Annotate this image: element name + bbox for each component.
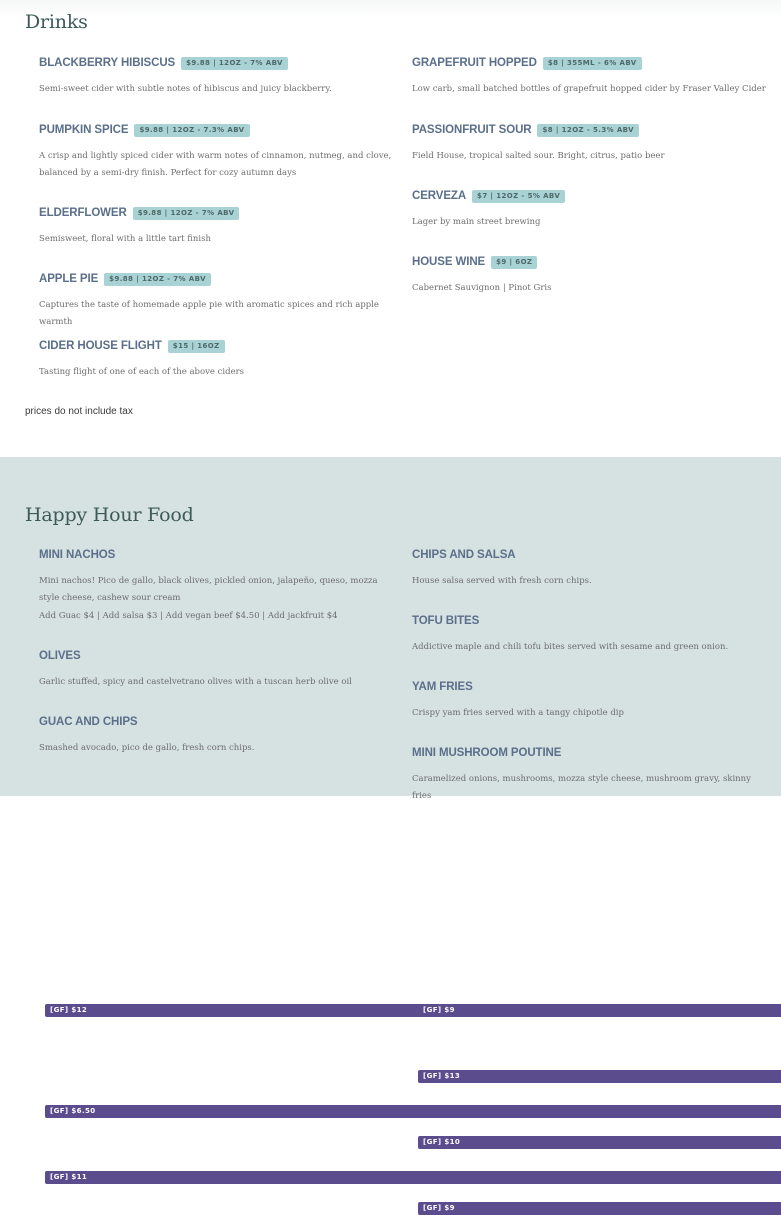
menu-item-header (412, 55, 772, 71)
menu-item-header (39, 205, 399, 221)
price-badge: [GF] $10 (418, 1136, 781, 1149)
menu-item-header (412, 254, 772, 270)
menu-item-name: HOUSE WINE (412, 256, 486, 268)
menu-item-description: Mini nachos! Pico de gallo, black olives, pickled onion, jalapeño, queso, mozza style cheese, cashew sour cream (39, 576, 378, 603)
price-badge: $8 | 12OZ - 5.3% ABV (537, 124, 638, 137)
price-badge: [GF] $13 (418, 1070, 781, 1083)
drinks-section (0, 0, 781, 457)
price-badge: $9.88 | 12OZ - 7% ABV (133, 207, 240, 220)
menu-item-description: House salsa served with fresh corn chips. (412, 576, 592, 586)
happy-hour-food-section (0, 457, 781, 1212)
menu-item-description: Caramelized onions, mushrooms, mozza style cheese, mushroom gravy, skinny fries (412, 774, 751, 801)
price-badge: [GF] $6.50 (45, 1105, 781, 1118)
menu-item-name: GUAC AND CHIPS (39, 716, 138, 728)
food-title: Happy Hour Food (25, 504, 194, 526)
menu-item-apple-pie (39, 271, 399, 331)
price-badge: $9.88 | 12OZ - 7.3% ABV (134, 124, 249, 137)
menu-item-cider-house-flight (39, 338, 399, 381)
menu-item-name: TOFU BITES (412, 615, 480, 627)
menu-item-header (39, 338, 399, 354)
price-badge: [GF] $12 (45, 1004, 781, 1017)
menu-item-header (412, 122, 772, 138)
menu-item-name: ELDERFLOWER (39, 207, 127, 219)
menu-item-passionfruit-sour (412, 122, 772, 165)
price-badge: [GF] $9 (418, 1202, 781, 1215)
menu-item-description: A crisp and lightly spiced cider with warm notes of cinnamon, nutmeg, and clove, balanced by a semi-dry finish. Perfect for cozy autumn days (39, 151, 392, 178)
drinks-title: Drinks (25, 11, 88, 33)
menu-item-pumpkin-spice (39, 122, 399, 182)
menu-item-description: Field House, tropical salted sour. Bright, citrus, patio beer (412, 151, 665, 161)
menu-item-description: Tasting flight of one of each of the above ciders (39, 367, 245, 377)
menu-item-description: Low carb, small batched bottles of grapefruit hopped cider by Fraser Valley Cider (412, 84, 766, 94)
menu-item-elderflower (39, 205, 399, 248)
price-badge: $15 | 16OZ (168, 340, 225, 353)
menu-item-description: Smashed avocado, pico de gallo, fresh corn chips. (39, 743, 255, 753)
menu-item-header (39, 271, 399, 287)
price-badge: [GF] $9 (418, 1004, 781, 1017)
price-badge: $7 | 12OZ - 5% ABV (472, 190, 565, 203)
menu-item-description: Addictive maple and chili tofu bites served with sesame and green onion. (412, 642, 729, 652)
menu-item-name: CHIPS AND SALSA (412, 549, 516, 561)
menu-item-name: MINI NACHOS (39, 549, 116, 561)
menu-item-grapefruit-hopped (412, 55, 772, 98)
price-badge: $9 | 6OZ (491, 256, 537, 269)
menu-item-name: PUMPKIN SPICE (39, 124, 129, 136)
menu-item-description: Garlic stuffed, spicy and castelvetrano olives with a tuscan herb olive oil (39, 677, 352, 687)
menu-item-description: Crispy yam fries served with a tangy chipotle dip (412, 708, 624, 718)
menu-item-header (39, 122, 399, 138)
menu-item-name: OLIVES (39, 650, 81, 662)
menu-item-header (412, 188, 772, 204)
menu-item-name: CIDER HOUSE FLIGHT (39, 340, 162, 352)
price-badge: $8 | 355ML - 6% ABV (543, 57, 642, 70)
menu-item-name: APPLE PIE (39, 273, 99, 285)
menu-item-name: PASSIONFRUIT SOUR (412, 124, 532, 136)
menu-item-name: BLACKBERRY HIBISCUS (39, 57, 176, 69)
price-badge: $9.88 | 12OZ - 7% ABV (104, 273, 211, 286)
menu-item-name: CERVEZA (412, 190, 467, 202)
menu-item-description: Cabernet Sauvignon | Pinot Gris (412, 283, 552, 293)
price-badge: [GF] $11 (45, 1171, 781, 1184)
menu-item-description: Lager by main street brewing (412, 217, 541, 227)
menu-item-house-wine (412, 254, 772, 297)
tax-note: prices do not include tax (25, 406, 133, 417)
menu-item-cerveza (412, 188, 772, 231)
menu-item-name: YAM FRIES (412, 681, 473, 693)
menu-item-name: MINI MUSHROOM POUTINE (412, 747, 562, 759)
menu-item-blackberry-hibiscus (39, 55, 399, 98)
menu-item-description: Semi-sweet cider with subtle notes of hibiscus and juicy blackberry. (39, 84, 332, 94)
menu-item-name: GRAPEFRUIT HOPPED (412, 57, 537, 69)
menu-item-header (39, 55, 399, 71)
menu-item-addons: Add Guac $4 | Add salsa $3 | Add vegan beef $4.50 | Add jackfruit $4 (39, 611, 338, 621)
price-badge: $9.88 | 12OZ - 7% ABV (181, 57, 288, 70)
menu-item-description: Captures the taste of homemade apple pie with aromatic spices and rich apple warmth (39, 300, 379, 327)
menu-item-description: Semisweet, floral with a little tart finish (39, 234, 211, 244)
